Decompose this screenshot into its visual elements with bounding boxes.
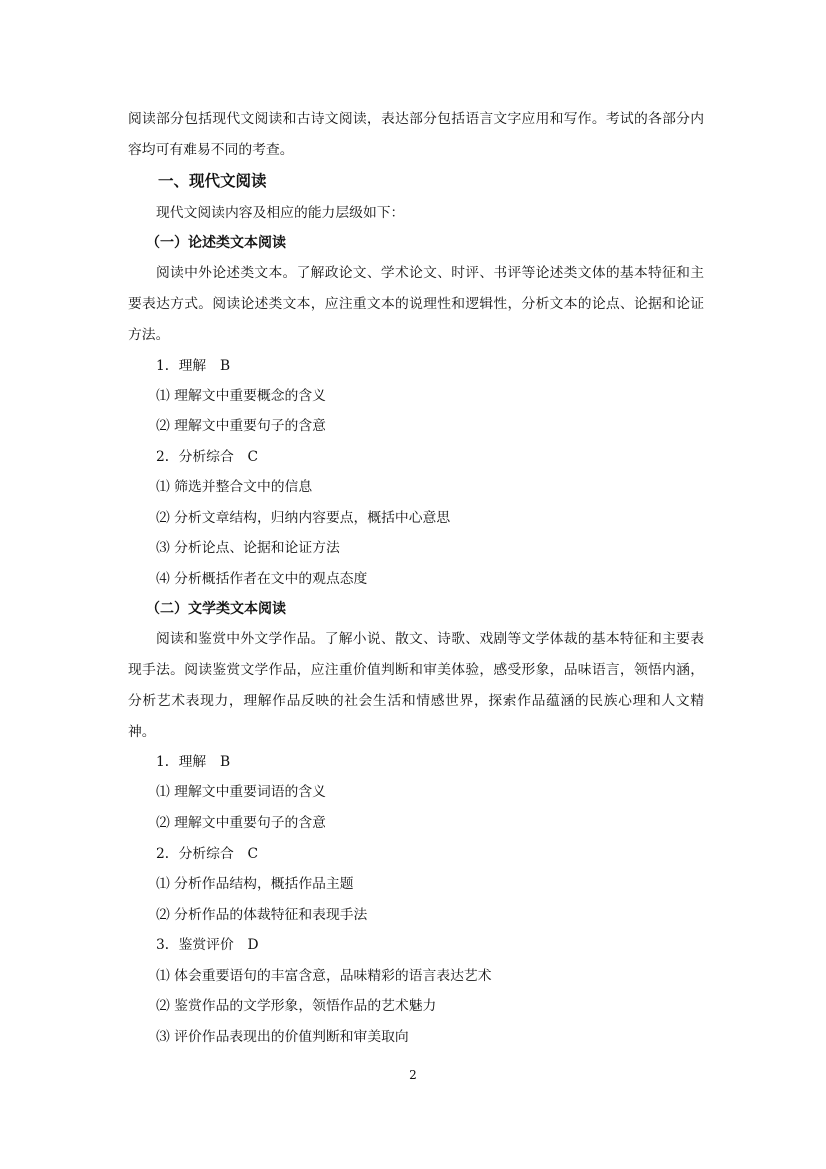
intro-paragraph: 阅读部分包括现代文阅读和古诗文阅读，表达部分包括语言文字应用和写作。考试的各部分内容均可有难易不同的考查。 [128, 111, 704, 158]
list-item: ⑴ 体会重要语句的丰富含意，品味精彩的语言表达艺术 [156, 968, 492, 984]
list-item: ⑴ 筛选并整合文中的信息 [156, 479, 313, 495]
list-item: 3．鉴赏评价 D [156, 937, 259, 953]
list-item: ⑴ 分析作品结构，概括作品主题 [156, 876, 354, 892]
list-item: ⑴ 理解文中重要概念的含义 [156, 388, 326, 404]
list-item: ⑴ 理解文中重要词语的含义 [156, 784, 326, 800]
list-item: ⑵ 理解文中重要句子的含意 [156, 418, 326, 434]
section-intro: 现代文阅读内容及相应的能力层级如下： [156, 205, 405, 221]
list-item: 1．理解 B [156, 754, 231, 770]
list-item: ⑵ 鉴赏作品的文学形象，领悟作品的艺术魅力 [156, 998, 437, 1014]
section-heading: 一、现代文阅读 [158, 172, 267, 190]
list-item: 2．分析综合 C [156, 846, 259, 862]
page-number: 2 [409, 1068, 417, 1082]
list-item: ⑷ 分析概括作者在文中的观点态度 [156, 571, 368, 587]
list-item: 2．分析综合 C [156, 449, 259, 465]
list-item: 1．理解 B [156, 358, 231, 374]
list-item: ⑵ 理解文中重要句子的含意 [156, 815, 326, 831]
argumentative-description: 阅读中外论述类文本。了解政论文、学术论文、时评、书评等论述类文体的基本特征和主要表达方式。阅读论述类文本，应注重文本的说理性和逻辑性，分析文本的论点、论据和论证方法。 [128, 265, 704, 343]
list-item: ⑵ 分析作品的体裁特征和表现手法 [156, 907, 368, 923]
subsection-heading-literary: （二）文学类文本阅读 [146, 601, 286, 617]
list-item: ⑶ 分析论点、论据和论证方法 [156, 540, 340, 556]
list-item: ⑵ 分析文章结构，归纳内容要点，概括中心意思 [156, 510, 451, 526]
subsection-heading-argumentative: （一）论述类文本阅读 [146, 235, 286, 251]
literary-description: 阅读和鉴赏中外文学作品。了解小说、散文、诗歌、戏剧等文学体裁的基本特征和主要表现手法。阅读鉴赏文学作品，应注重价值判断和审美体验，感受形象，品味语言，领悟内涵，分析艺术表现力，理解作品反映的社会生活和情感世界，探索作品蕴涵的民族心理和人文精神。 [128, 631, 704, 740]
list-item: ⑶ 评价作品表现出的价值判断和审美取向 [156, 1029, 409, 1045]
